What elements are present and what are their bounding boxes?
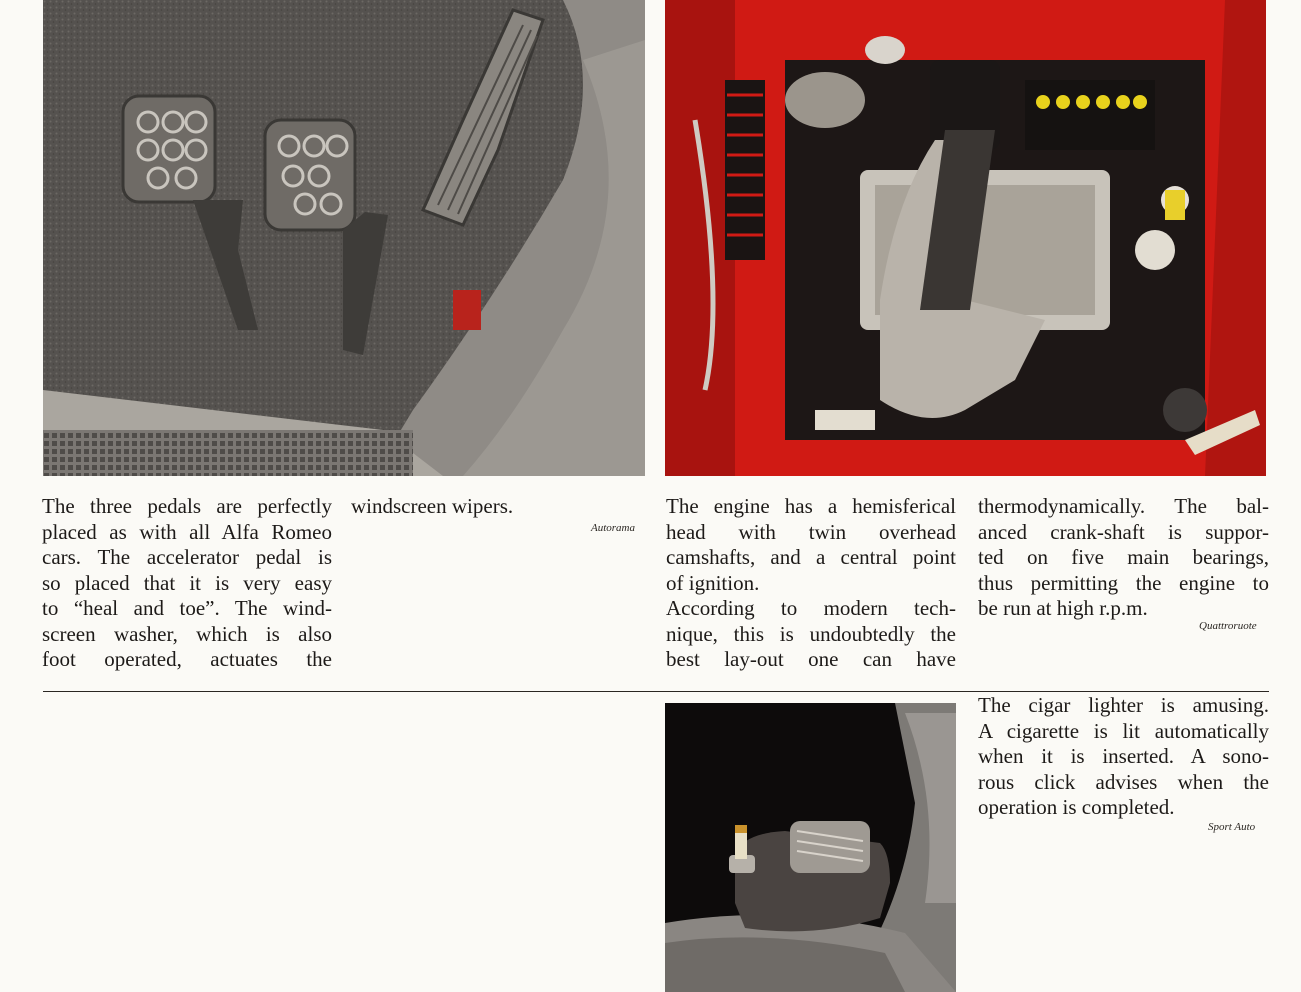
caption-line: rous click advises when the xyxy=(978,769,1269,794)
engine-bay-photo xyxy=(665,0,1266,476)
caption-line: ted on five main bearings, xyxy=(978,545,1269,569)
caption-line: to “heal and toe”. The wind- xyxy=(42,596,332,620)
credit-quattroruote: Quattroruote xyxy=(1199,620,1257,632)
caption-line: nique, this is undoubtedly the xyxy=(666,621,956,646)
engine-caption-col-b xyxy=(978,494,1269,622)
pedals-photo xyxy=(43,0,645,476)
caption-line: of ignition. xyxy=(666,570,760,595)
caption-line: head with twin overhead xyxy=(666,519,956,544)
caption-line: be run at high r.p.m. xyxy=(978,596,1148,620)
caption-line: when it is inserted. A sono- xyxy=(978,744,1269,768)
credit-autorama: Autorama xyxy=(591,522,635,534)
caption-line: so placed that it is very easy xyxy=(42,570,332,595)
caption-line: anced crank-shaft is suppor- xyxy=(978,519,1269,544)
caption-line: The cigar lighter is amusing. xyxy=(978,693,1269,717)
caption-line: The three pedals are perfectly xyxy=(42,494,332,518)
caption-line: placed as with all Alfa Romeo xyxy=(42,519,332,544)
engine-caption-col-a xyxy=(666,494,956,673)
caption-line: According to modern tech- xyxy=(666,596,956,620)
caption-line: windscreen wipers. xyxy=(351,494,514,518)
caption-line: operation is completed. xyxy=(978,795,1175,819)
caption-line: The engine has a hemisferical xyxy=(666,494,956,518)
cigar-lighter-photo xyxy=(665,703,956,992)
caption-line: thus permitting the engine to xyxy=(978,570,1269,595)
caption-line: camshafts, and a central point xyxy=(666,545,956,569)
caption-line: thermodynamically. The bal- xyxy=(978,494,1269,518)
caption-line: A cigarette is lit automatically xyxy=(978,718,1269,743)
pedals-caption-continued xyxy=(351,494,551,520)
caption-line: best lay-out one can have xyxy=(666,647,956,671)
lighter-caption xyxy=(978,693,1269,821)
credit-sport-auto: Sport Auto xyxy=(1208,821,1256,833)
caption-line: screen washer, which is also xyxy=(42,621,332,646)
caption-line: foot operated, actuates the xyxy=(42,647,332,671)
pedals-caption xyxy=(42,494,332,673)
caption-line: cars. The accelerator pedal is xyxy=(42,545,332,569)
section-divider xyxy=(43,691,1269,692)
